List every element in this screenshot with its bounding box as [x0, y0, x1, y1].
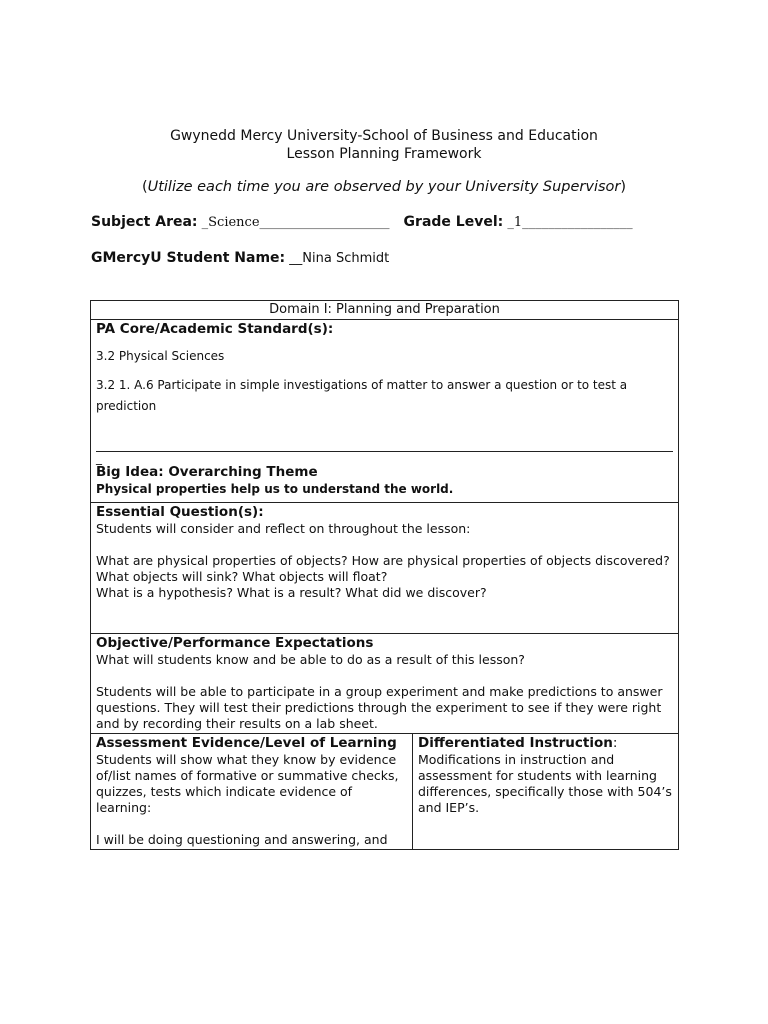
subject-area-value: _Science____________________: [197, 215, 390, 230]
grade-level-value: _1_________________: [503, 215, 633, 230]
domain-title: Domain I: Planning and Preparation: [91, 301, 679, 320]
differentiated-text: Modifications in instruction and assessment for students with learning differences, specifically those with 504’s and IEP’s.: [418, 752, 672, 815]
big-idea-text: Physical properties help us to understand the world.: [96, 482, 454, 496]
usage-note-open: (: [141, 179, 148, 195]
objectives-text: Students will be able to participate in a group experiment and make predictions to answer questions. They will test their predictions through the experiment to see if they were right and by recording their results on a lab sheet.: [96, 684, 663, 731]
big-idea-heading: Big Idea: Overarching Theme: [96, 464, 318, 480]
pa-standards-heading: PA Core/Academic Standard(s):: [96, 321, 334, 337]
essential-question-1: What are physical properties of objects? How are physical properties of objects discovered?: [96, 553, 670, 568]
usage-note: [0, 179, 768, 196]
objectives-cell: [91, 634, 679, 734]
usage-note-text: Utilize each time you are observed by your University Supervisor: [147, 179, 621, 195]
student-name-label: GMercyU Student Name:: [91, 250, 286, 266]
standards-cell: [91, 320, 679, 503]
differentiated-heading-colon: :: [612, 735, 618, 751]
differentiated-heading-text: Differentiated Instruction: [418, 735, 613, 751]
differentiated-cell: [413, 734, 679, 850]
framework-title: Lesson Planning Framework: [286, 146, 482, 162]
usage-note-close: ): [620, 179, 627, 195]
rule-dash: _: [96, 451, 102, 465]
student-name-row: [91, 250, 389, 267]
pa-standard-2: 3.2 1. A.6 Participate in simple investigations of matter to answer a question or to test a prediction: [96, 378, 628, 413]
assessment-cell: [91, 734, 413, 850]
essential-questions-intro: Students will consider and reflect on throughout the lesson:: [96, 521, 471, 536]
assessment-heading: Assessment Evidence/Level of Learning: [96, 735, 397, 751]
objectives-intro: What will students know and be able to do as a result of this lesson?: [96, 652, 525, 667]
essential-questions-heading: Essential Question(s):: [96, 504, 264, 520]
subject-grade-row: [91, 214, 633, 231]
essential-questions-cell: [91, 503, 679, 634]
university-title: Gwynedd Mercy University-School of Business and Education: [170, 128, 598, 144]
essential-question-2: What objects will sink? What objects will float?: [96, 569, 388, 584]
assessment-text-2: I will be doing questioning and answering, and: [96, 832, 388, 847]
grade-level-label: Grade Level:: [403, 214, 504, 230]
pa-standard-1: 3.2 Physical Sciences: [96, 349, 225, 363]
subject-area-label: Subject Area:: [91, 214, 198, 230]
assessment-text: Students will show what they know by evidence of/list names of formative or summative checks, quizzes, tests which indicate evidence of learning:: [96, 752, 399, 815]
student-name-value: __Nina Schmidt: [285, 251, 390, 266]
essential-question-3: What is a hypothesis? What is a result? What did we discover?: [96, 585, 487, 600]
domain-table: [90, 300, 679, 850]
differentiated-heading: [418, 735, 673, 752]
objectives-heading: Objective/Performance Expectations: [96, 635, 374, 651]
